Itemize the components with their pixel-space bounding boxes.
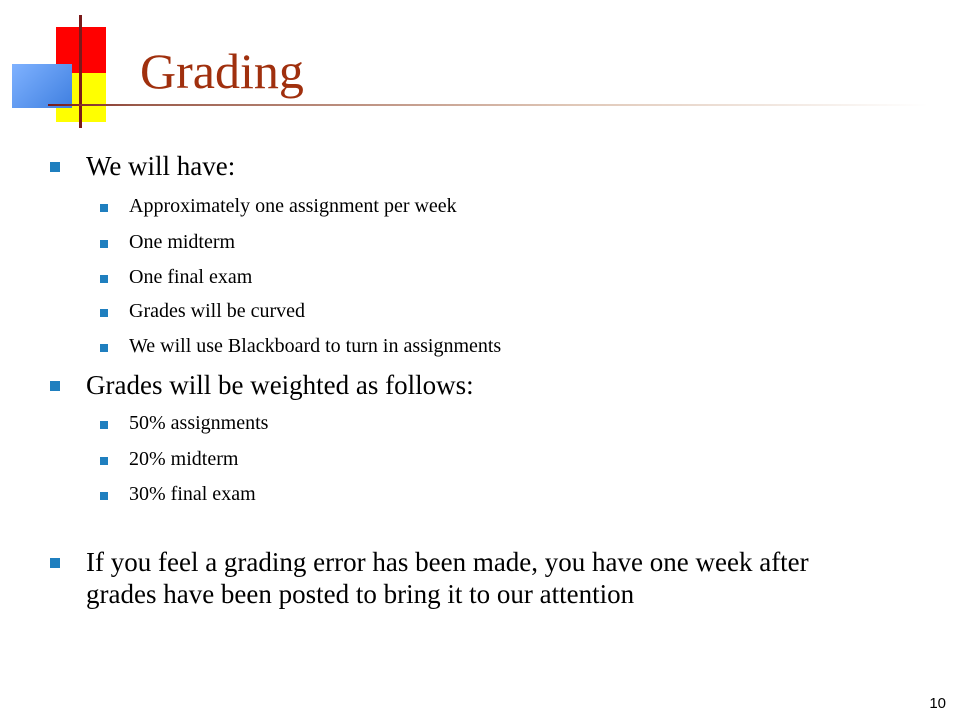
sub-bullet-item <box>100 193 457 219</box>
bullet-square-icon <box>100 457 108 465</box>
bullet-square-icon <box>50 162 60 172</box>
bullet-square-icon <box>100 275 108 283</box>
bullet-text: Grades will be weighted as follows: <box>86 370 474 400</box>
bullet-square-icon <box>100 240 108 248</box>
bullet-square-icon <box>50 558 60 568</box>
bullet-square-icon <box>100 309 108 317</box>
logo-blue-square <box>12 64 72 108</box>
sub-bullet-item <box>100 298 305 324</box>
sub-bullet-text: 20% midterm <box>129 448 239 470</box>
sub-bullet-item <box>100 264 252 290</box>
bullet-square-icon <box>50 381 60 391</box>
sub-bullet-text: 50% assignments <box>129 412 269 434</box>
bullet-square-icon <box>100 421 108 429</box>
sub-bullet-text: One final exam <box>129 266 253 288</box>
sub-bullet-text: Grades will be curved <box>129 300 306 322</box>
sub-bullet-item <box>100 410 268 436</box>
sub-bullet-text: We will use Blackboard to turn in assignments <box>129 335 502 357</box>
bullet-item <box>50 150 235 182</box>
sub-bullet-text: One midterm <box>129 231 236 253</box>
bullet-item <box>50 369 474 401</box>
bullet-square-icon <box>100 344 108 352</box>
sub-bullet-item <box>100 446 238 472</box>
bullet-square-icon <box>100 204 108 212</box>
sub-bullet-text: 30% final exam <box>129 483 256 505</box>
sub-bullet-item <box>100 229 235 255</box>
bullet-text: We will have: <box>86 151 236 181</box>
title-underline <box>48 104 928 106</box>
sub-bullet-item <box>100 333 501 359</box>
page-number: 10 <box>929 695 946 712</box>
slide-title: Grading <box>140 43 304 99</box>
bullet-item <box>50 546 870 610</box>
bullet-text: If you feel a grading error has been made, you have one week after grades have been posted to bring it to our attention <box>86 547 809 609</box>
sub-bullet-item <box>100 481 256 507</box>
logo-vertical-line <box>79 15 82 128</box>
bullet-square-icon <box>100 492 108 500</box>
sub-bullet-text: Approximately one assignment per week <box>129 195 457 217</box>
